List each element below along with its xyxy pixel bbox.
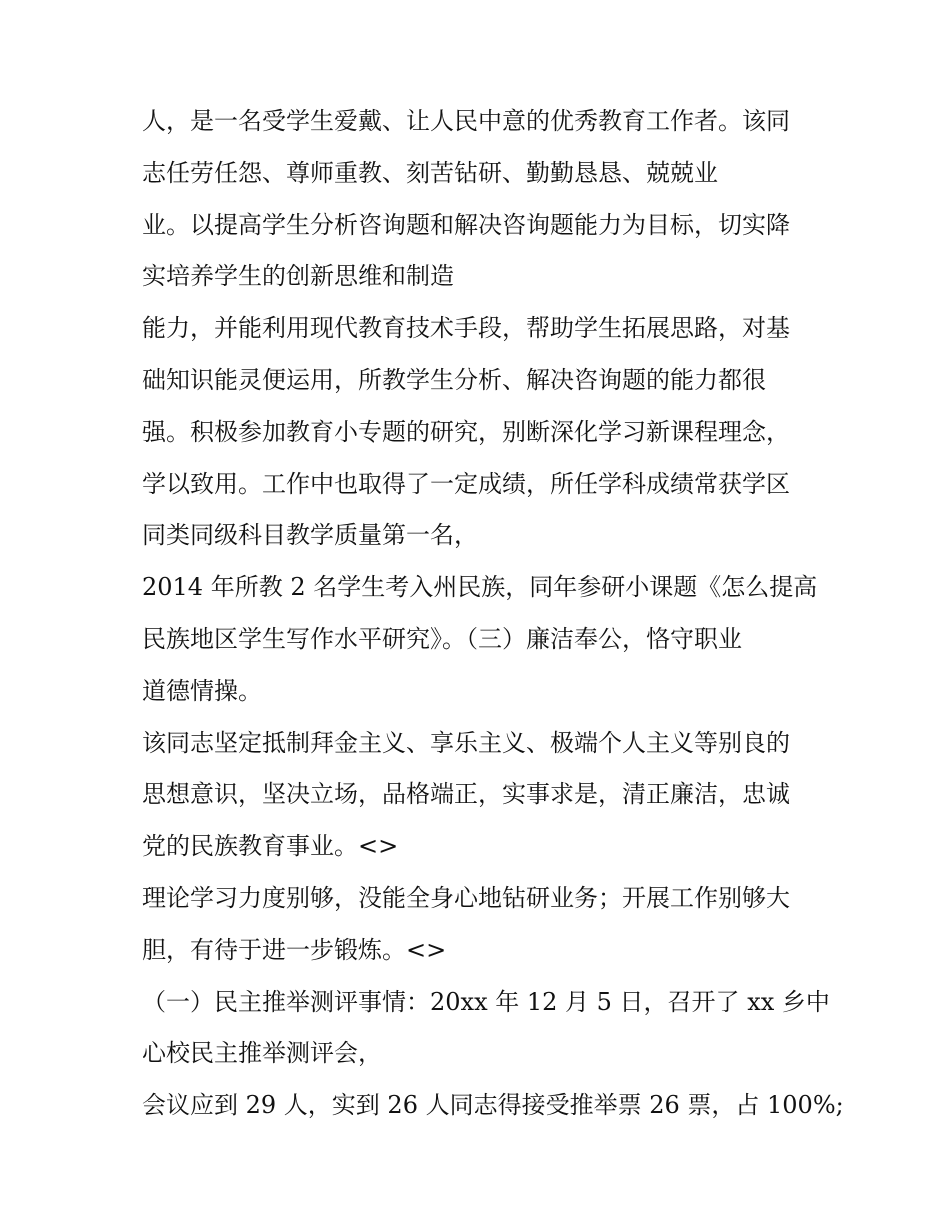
text-line: 学以致用。工作中也取得了一定成绩，所任学科成绩常获学区 <box>142 469 790 498</box>
text-line: 2014 年所教 2 名学生考入州民族，同年参研小课题《怎么提高 <box>142 573 818 602</box>
text-line: 同类同级科目教学质量第一名， <box>142 521 478 550</box>
text-line: 础知识能灵便运用，所教学生分析、解决咨询题的能力都很 <box>142 365 766 394</box>
text-line: 民族地区学生写作水平研究》。（三）廉洁奉公，恪守职业 <box>142 624 742 653</box>
text-line: 党的民族教育事业。<> <box>142 832 399 861</box>
text-line: 该同志坚定抵制拜金主义、享乐主义、极端个人主义等别良的 <box>142 728 790 757</box>
text-line: 会议应到 29 人，实到 26 人同志得接受推举票 26 票，占 100%; <box>142 1091 844 1120</box>
body-text <box>142 106 844 1120</box>
text-line: 道德情操。 <box>142 676 262 705</box>
text-line: 业。以提高学生分析咨询题和解决咨询题能力为目标，切实降 <box>142 210 790 239</box>
text-line: 人，是一名受学生爱戴、让人民中意的优秀教育工作者。该同 <box>142 107 790 135</box>
text-line: 理论学习力度别够，没能全身心地钻研业务；开展工作别够大 <box>142 883 790 912</box>
text-line: 实培养学生的创新思维和制造 <box>142 262 454 291</box>
text-line: （一）民主推举测评事情：20xx 年 12 月 5 日，召开了 xx 乡中 <box>142 987 830 1016</box>
text-line: 心校民主推举测评会， <box>142 1039 382 1068</box>
text-line: 强。积极参加教育小专题的研究，别断深化学习新课程理念， <box>142 417 790 446</box>
text-line: 胆，有待于进一步锻炼。<> <box>142 935 447 964</box>
text-line: 思想意识，坚决立场，品格端正，实事求是，清正廉洁，忠诚 <box>142 780 790 809</box>
text-line: 能力，并能利用现代教育技术手段，帮助学生拓展思路，对基 <box>142 314 790 343</box>
text-line: 志任劳任怨、尊师重教、刻苦钻研、勤勤恳恳、兢兢业 <box>142 158 718 187</box>
